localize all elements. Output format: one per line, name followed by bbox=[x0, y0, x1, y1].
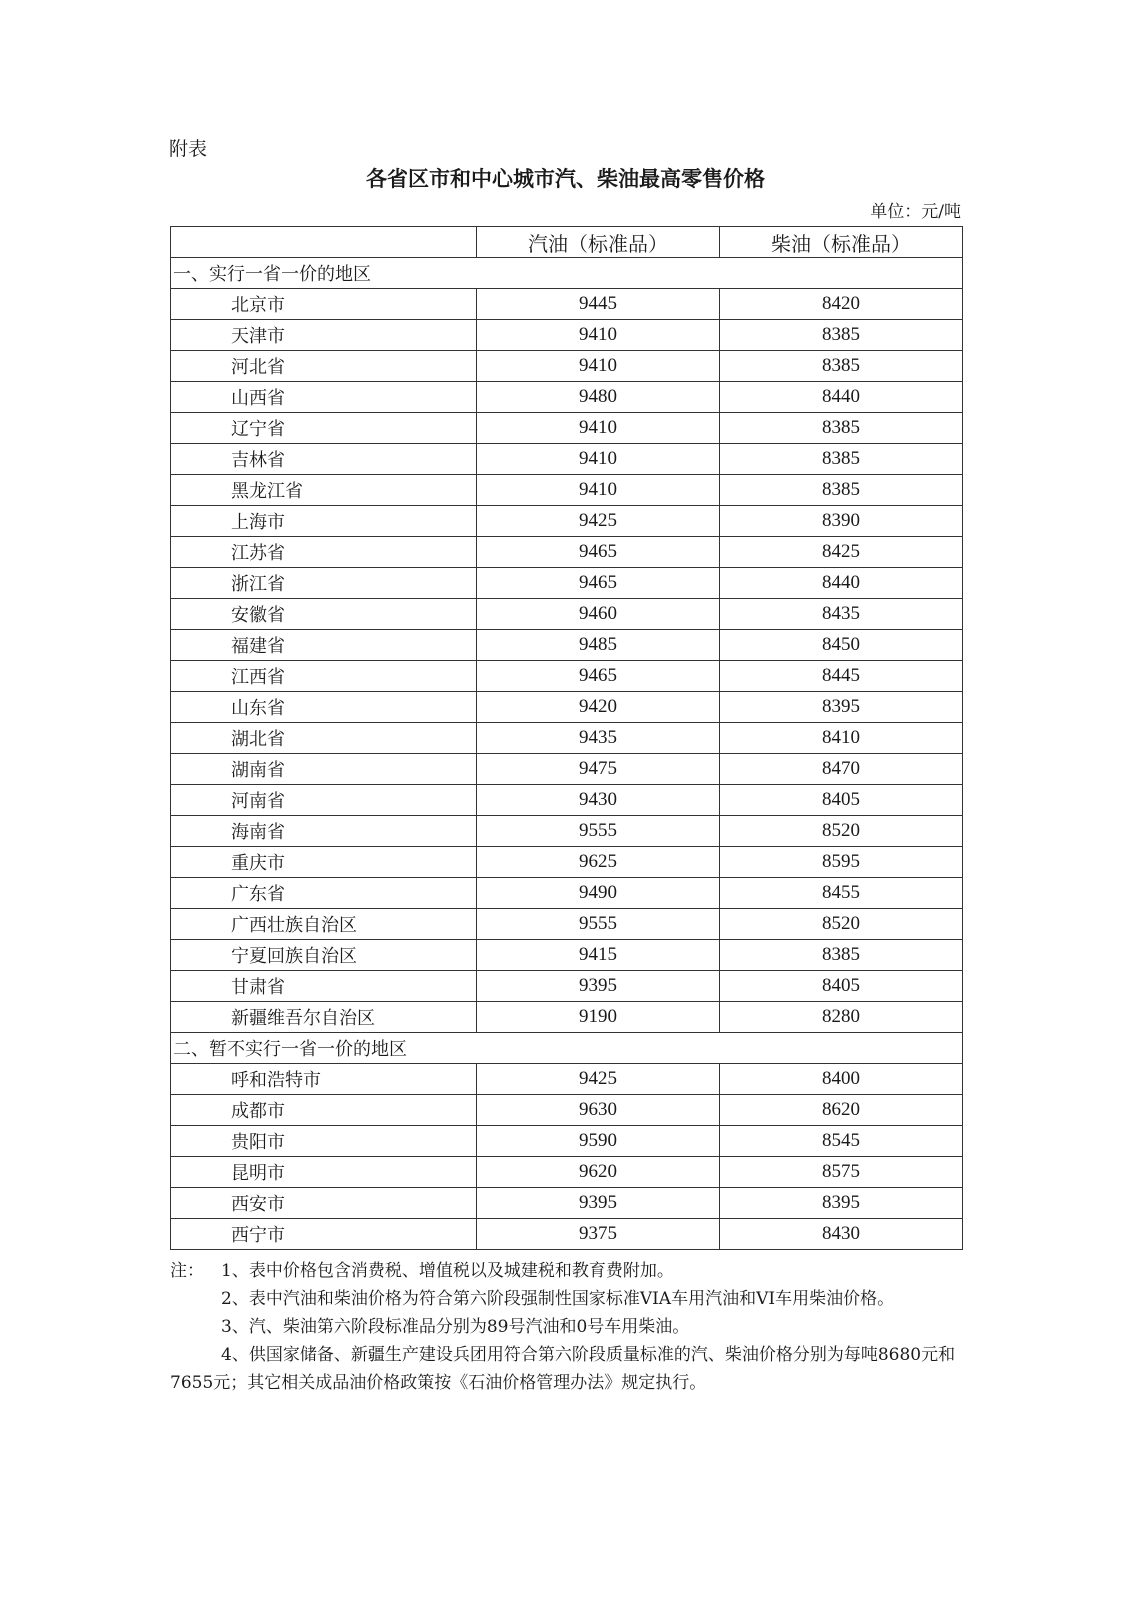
diesel-price-cell: 8440 bbox=[720, 382, 963, 413]
gasoline-price-cell: 9425 bbox=[477, 506, 720, 537]
table-row bbox=[171, 1126, 963, 1157]
region-cell: 广东省 bbox=[171, 878, 477, 909]
table-row bbox=[171, 816, 963, 847]
table-header-row bbox=[171, 227, 963, 258]
table-row bbox=[171, 599, 963, 630]
gasoline-price-cell: 9435 bbox=[477, 723, 720, 754]
gasoline-price-cell: 9620 bbox=[477, 1157, 720, 1188]
region-cell: 重庆市 bbox=[171, 847, 477, 878]
diesel-price-cell: 8410 bbox=[720, 723, 963, 754]
gasoline-price-cell: 9420 bbox=[477, 692, 720, 723]
region-cell: 成都市 bbox=[171, 1095, 477, 1126]
diesel-price-cell: 8385 bbox=[720, 320, 963, 351]
section-heading: 二、暂不实行一省一价的地区 bbox=[171, 1033, 963, 1064]
table-row bbox=[171, 1219, 963, 1250]
region-cell: 湖北省 bbox=[171, 723, 477, 754]
gasoline-price-cell: 9465 bbox=[477, 568, 720, 599]
table-row bbox=[171, 785, 963, 816]
table-row bbox=[171, 630, 963, 661]
diesel-price-cell: 8455 bbox=[720, 878, 963, 909]
table-row bbox=[171, 847, 963, 878]
table-row bbox=[171, 382, 963, 413]
header-gasoline: 汽油（标准品） bbox=[477, 227, 720, 258]
table-row bbox=[171, 289, 963, 320]
region-cell: 昆明市 bbox=[171, 1157, 477, 1188]
price-table bbox=[170, 226, 963, 1250]
diesel-price-cell: 8520 bbox=[720, 909, 963, 940]
table-body bbox=[171, 258, 963, 1250]
gasoline-price-cell: 9410 bbox=[477, 351, 720, 382]
diesel-price-cell: 8385 bbox=[720, 475, 963, 506]
appendix-label: 附表 bbox=[169, 138, 208, 160]
table-row bbox=[171, 568, 963, 599]
region-cell: 广西壮族自治区 bbox=[171, 909, 477, 940]
gasoline-price-cell: 9475 bbox=[477, 754, 720, 785]
region-cell: 海南省 bbox=[171, 816, 477, 847]
table-row bbox=[171, 1188, 963, 1219]
table-row bbox=[171, 1064, 963, 1095]
region-cell: 湖南省 bbox=[171, 754, 477, 785]
table-row bbox=[171, 971, 963, 1002]
table-row bbox=[171, 754, 963, 785]
header-region bbox=[171, 227, 477, 258]
diesel-price-cell: 8390 bbox=[720, 506, 963, 537]
diesel-price-cell: 8395 bbox=[720, 1188, 963, 1219]
diesel-price-cell: 8450 bbox=[720, 630, 963, 661]
gasoline-price-cell: 9425 bbox=[477, 1064, 720, 1095]
table-row bbox=[171, 506, 963, 537]
region-cell: 江西省 bbox=[171, 661, 477, 692]
diesel-price-cell: 8385 bbox=[720, 351, 963, 382]
note-item: 4、供国家储备、新疆生产建设兵团用符合第六阶段质量标准的汽、柴油价格分别为每吨8680元和7655元；其它相关成品油价格政策按《石油价格管理办法》规定执行。 bbox=[170, 1345, 956, 1393]
diesel-price-cell: 8425 bbox=[720, 537, 963, 568]
table-row bbox=[171, 1157, 963, 1188]
note-item bbox=[170, 1257, 962, 1285]
region-cell: 江苏省 bbox=[171, 537, 477, 568]
gasoline-price-cell: 9555 bbox=[477, 909, 720, 940]
region-cell: 呼和浩特市 bbox=[171, 1064, 477, 1095]
table-row bbox=[171, 475, 963, 506]
region-cell: 吉林省 bbox=[171, 444, 477, 475]
region-cell: 黑龙江省 bbox=[171, 475, 477, 506]
region-cell: 甘肃省 bbox=[171, 971, 477, 1002]
gasoline-price-cell: 9445 bbox=[477, 289, 720, 320]
region-cell: 河北省 bbox=[171, 351, 477, 382]
gasoline-price-cell: 9190 bbox=[477, 1002, 720, 1033]
header-diesel: 柴油（标准品） bbox=[720, 227, 963, 258]
diesel-price-cell: 8520 bbox=[720, 816, 963, 847]
diesel-price-cell: 8440 bbox=[720, 568, 963, 599]
diesel-price-cell: 8400 bbox=[720, 1064, 963, 1095]
gasoline-price-cell: 9430 bbox=[477, 785, 720, 816]
diesel-price-cell: 8575 bbox=[720, 1157, 963, 1188]
diesel-price-cell: 8435 bbox=[720, 599, 963, 630]
region-cell: 天津市 bbox=[171, 320, 477, 351]
gasoline-price-cell: 9395 bbox=[477, 1188, 720, 1219]
table-row bbox=[171, 413, 963, 444]
region-cell: 浙江省 bbox=[171, 568, 477, 599]
table-row bbox=[171, 1002, 963, 1033]
table-row bbox=[171, 661, 963, 692]
region-cell: 西安市 bbox=[171, 1188, 477, 1219]
gasoline-price-cell: 9490 bbox=[477, 878, 720, 909]
gasoline-price-cell: 9415 bbox=[477, 940, 720, 971]
gasoline-price-cell: 9555 bbox=[477, 816, 720, 847]
gasoline-price-cell: 9625 bbox=[477, 847, 720, 878]
table-row bbox=[171, 1095, 963, 1126]
section-row bbox=[171, 1033, 963, 1064]
region-cell: 宁夏回族自治区 bbox=[171, 940, 477, 971]
region-cell: 安徽省 bbox=[171, 599, 477, 630]
gasoline-price-cell: 9410 bbox=[477, 444, 720, 475]
region-cell: 贵阳市 bbox=[171, 1126, 477, 1157]
gasoline-price-cell: 9410 bbox=[477, 320, 720, 351]
document-title: 各省区市和中心城市汽、柴油最高零售价格 bbox=[366, 167, 765, 191]
diesel-price-cell: 8280 bbox=[720, 1002, 963, 1033]
diesel-price-cell: 8395 bbox=[720, 692, 963, 723]
table-row bbox=[171, 723, 963, 754]
diesel-price-cell: 8385 bbox=[720, 444, 963, 475]
region-cell: 山西省 bbox=[171, 382, 477, 413]
table-row bbox=[171, 878, 963, 909]
table-row bbox=[171, 351, 963, 382]
gasoline-price-cell: 9630 bbox=[477, 1095, 720, 1126]
region-cell: 辽宁省 bbox=[171, 413, 477, 444]
gasoline-price-cell: 9375 bbox=[477, 1219, 720, 1250]
diesel-price-cell: 8445 bbox=[720, 661, 963, 692]
note-item: 3、汽、柴油第六阶段标准品分别为89号汽油和0号车用柴油。 bbox=[221, 1317, 690, 1337]
table-row bbox=[171, 320, 963, 351]
diesel-price-cell: 8595 bbox=[720, 847, 963, 878]
diesel-price-cell: 8470 bbox=[720, 754, 963, 785]
diesel-price-cell: 8620 bbox=[720, 1095, 963, 1126]
diesel-price-cell: 8420 bbox=[720, 289, 963, 320]
notes-label: 注： bbox=[170, 1261, 204, 1281]
note-text: 1、表中价格包含消费税、增值税以及城建税和教育费附加。 bbox=[221, 1261, 674, 1281]
table-row bbox=[171, 444, 963, 475]
notes bbox=[170, 1257, 962, 1397]
diesel-price-cell: 8430 bbox=[720, 1219, 963, 1250]
gasoline-price-cell: 9480 bbox=[477, 382, 720, 413]
diesel-price-cell: 8545 bbox=[720, 1126, 963, 1157]
gasoline-price-cell: 9465 bbox=[477, 661, 720, 692]
table-row bbox=[171, 537, 963, 568]
region-cell: 新疆维吾尔自治区 bbox=[171, 1002, 477, 1033]
region-cell: 山东省 bbox=[171, 692, 477, 723]
diesel-price-cell: 8405 bbox=[720, 785, 963, 816]
section-row bbox=[171, 258, 963, 289]
note-item: 2、表中汽油和柴油价格为符合第六阶段强制性国家标准VIA车用汽油和VI车用柴油价格。 bbox=[221, 1289, 895, 1309]
diesel-price-cell: 8385 bbox=[720, 413, 963, 444]
gasoline-price-cell: 9485 bbox=[477, 630, 720, 661]
gasoline-price-cell: 9590 bbox=[477, 1126, 720, 1157]
gasoline-price-cell: 9460 bbox=[477, 599, 720, 630]
region-cell: 河南省 bbox=[171, 785, 477, 816]
diesel-price-cell: 8385 bbox=[720, 940, 963, 971]
gasoline-price-cell: 9465 bbox=[477, 537, 720, 568]
region-cell: 西宁市 bbox=[171, 1219, 477, 1250]
diesel-price-cell: 8405 bbox=[720, 971, 963, 1002]
region-cell: 福建省 bbox=[171, 630, 477, 661]
table-row bbox=[171, 692, 963, 723]
unit-label: 单位：元/吨 bbox=[870, 202, 961, 222]
region-cell: 上海市 bbox=[171, 506, 477, 537]
gasoline-price-cell: 9395 bbox=[477, 971, 720, 1002]
table-row bbox=[171, 940, 963, 971]
table-row bbox=[171, 909, 963, 940]
gasoline-price-cell: 9410 bbox=[477, 413, 720, 444]
region-cell: 北京市 bbox=[171, 289, 477, 320]
section-heading: 一、实行一省一价的地区 bbox=[171, 258, 963, 289]
gasoline-price-cell: 9410 bbox=[477, 475, 720, 506]
